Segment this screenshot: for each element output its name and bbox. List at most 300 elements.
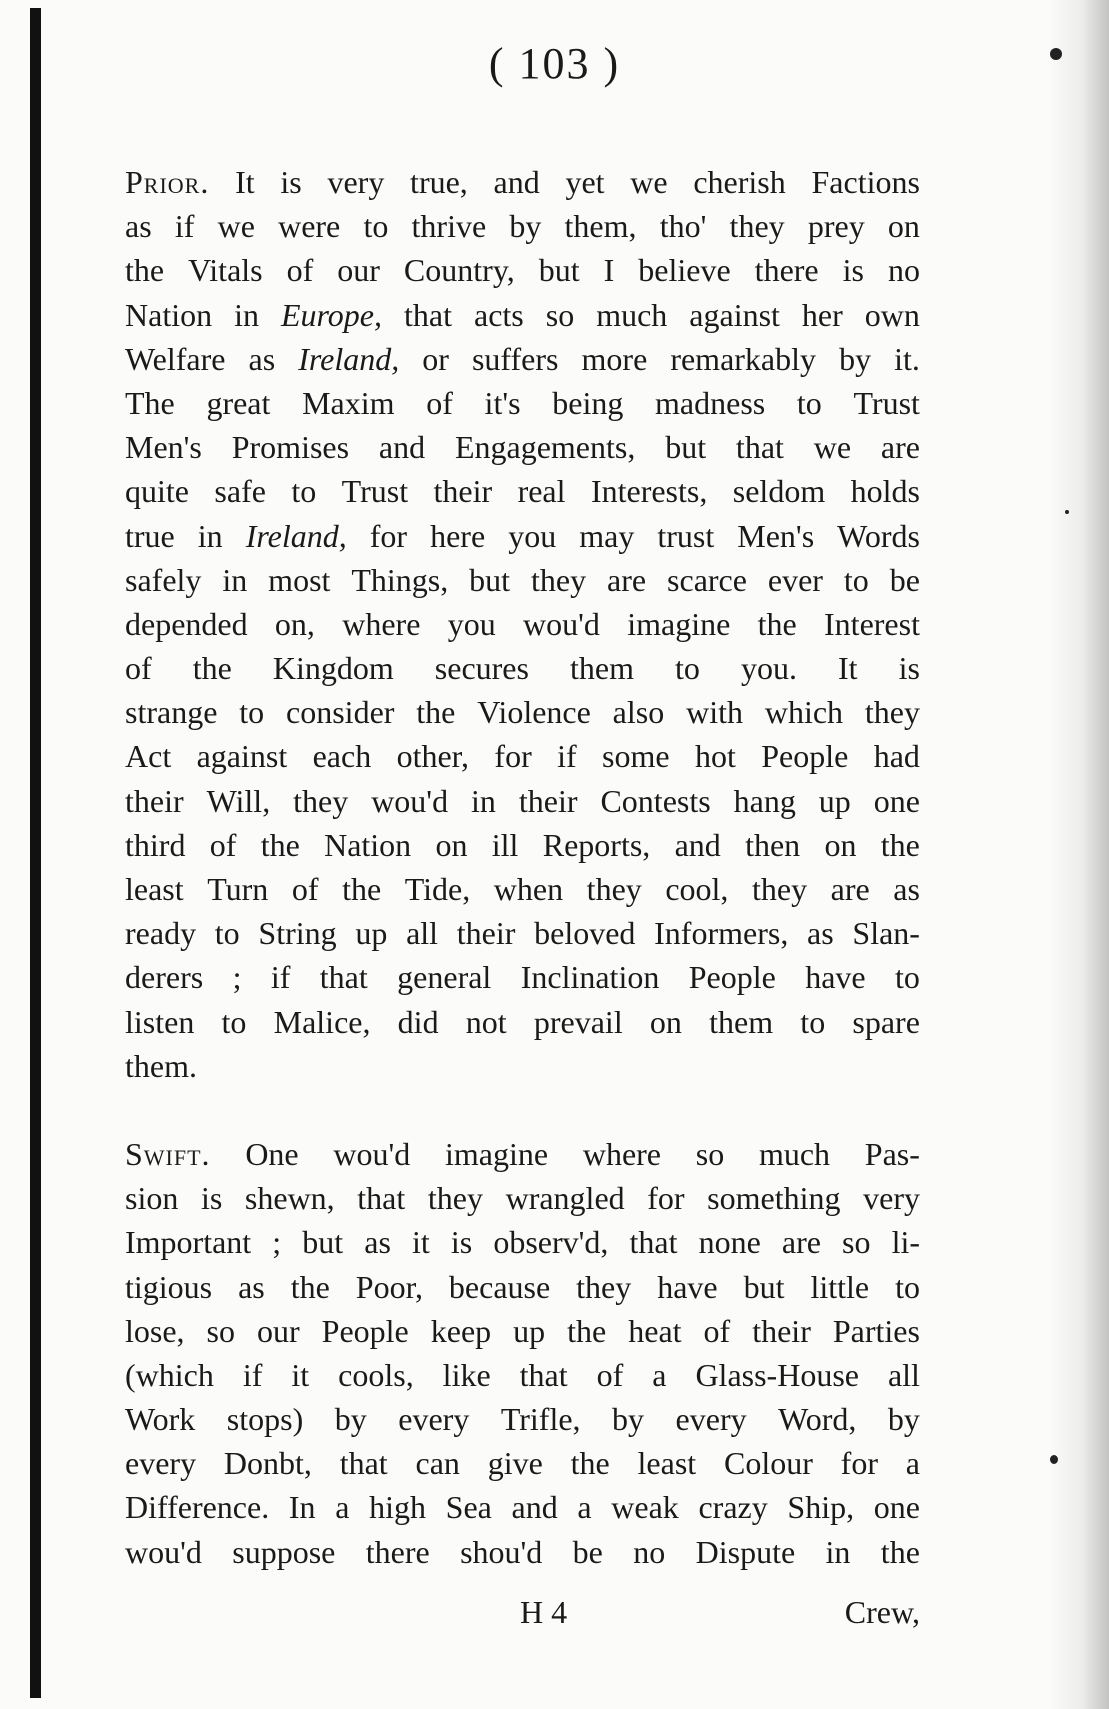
text-line	[125, 1132, 920, 1176]
word: Factions	[811, 164, 920, 200]
word: that	[629, 1224, 678, 1261]
word: it	[291, 1356, 310, 1393]
word: hang	[733, 782, 796, 819]
word: we	[813, 429, 852, 466]
text-line	[125, 823, 920, 867]
word: no	[887, 252, 920, 289]
word: is	[898, 650, 920, 687]
word: Trust	[341, 473, 409, 510]
word: Ship,	[787, 1489, 855, 1526]
word: if	[270, 959, 291, 996]
word: li-	[891, 1224, 920, 1261]
word: for	[647, 1180, 685, 1217]
word: of	[426, 384, 453, 421]
word: their	[433, 473, 493, 510]
word: safely	[125, 561, 202, 598]
word: on	[649, 1003, 682, 1040]
word: Work	[125, 1401, 196, 1438]
word: but	[665, 429, 707, 466]
word: Engagements,	[454, 429, 636, 466]
word: ready	[125, 915, 197, 952]
word: Interest	[824, 605, 920, 642]
word: cools,	[338, 1356, 414, 1393]
text-line	[125, 248, 920, 292]
word: Important	[125, 1224, 252, 1261]
word: but	[743, 1268, 785, 1305]
text-line	[125, 293, 920, 337]
word: the	[416, 694, 456, 731]
word: most	[268, 561, 331, 598]
text-line	[125, 1220, 920, 1264]
word: Men's	[125, 429, 202, 466]
word: stops)	[226, 1401, 304, 1438]
speaker-label: Swift.	[125, 1135, 211, 1172]
text-line	[125, 867, 920, 911]
word: their	[456, 915, 516, 952]
word: the	[880, 826, 920, 863]
word: ;	[232, 959, 242, 996]
word: the	[192, 650, 232, 687]
word: the	[125, 252, 165, 289]
word: and	[511, 1489, 558, 1526]
text-line	[125, 1309, 920, 1353]
word: with	[686, 694, 743, 731]
word: own	[864, 296, 920, 333]
word: and	[493, 164, 540, 200]
word: we	[630, 164, 668, 200]
word: you	[447, 605, 496, 642]
word: tho'	[659, 208, 707, 245]
text-line	[125, 1176, 920, 1220]
word: acts	[473, 296, 524, 333]
word: Sea	[445, 1489, 492, 1526]
word: it's	[484, 384, 521, 421]
word: Things,	[351, 561, 449, 598]
word: Parties	[832, 1312, 920, 1349]
word: great	[206, 384, 271, 421]
body-text	[125, 160, 920, 1574]
word: or	[422, 340, 449, 377]
word: more	[581, 340, 648, 377]
text-line	[125, 204, 920, 248]
word: little	[810, 1268, 870, 1305]
text-line	[125, 911, 920, 955]
word: were	[278, 208, 341, 245]
word: to	[843, 561, 869, 598]
word: the	[757, 605, 797, 642]
word: true	[125, 517, 175, 554]
text-line	[125, 514, 920, 558]
word: Word,	[778, 1401, 857, 1438]
page-footer	[125, 1590, 920, 1634]
word: lose,	[125, 1312, 185, 1349]
word: very	[863, 1180, 920, 1217]
word: prey	[807, 208, 865, 245]
word: no	[633, 1533, 666, 1570]
word: they	[531, 561, 587, 598]
word: Interests,	[590, 473, 708, 510]
word: are	[830, 871, 870, 907]
text-line	[125, 646, 920, 690]
word: Colour	[723, 1445, 813, 1482]
word: which	[764, 694, 844, 731]
word: It	[235, 164, 255, 200]
word: so	[206, 1312, 235, 1349]
word: for	[840, 1445, 878, 1482]
page-number: ( 103 )	[488, 39, 621, 88]
word: strange	[125, 694, 218, 731]
word: Nation	[125, 296, 213, 333]
word: up	[818, 782, 851, 819]
word: them.	[125, 1047, 197, 1084]
word: our	[337, 252, 380, 289]
word: believe	[638, 252, 731, 289]
text-line	[125, 690, 920, 734]
word: where	[342, 605, 421, 642]
word: all	[887, 1356, 920, 1393]
word: on	[435, 826, 468, 863]
word: is	[450, 1224, 473, 1261]
word: one	[873, 782, 920, 819]
word: Ireland,	[245, 517, 347, 554]
word: Informers,	[654, 915, 789, 952]
word: they	[729, 208, 785, 245]
speaker-label: Prior.	[125, 164, 210, 200]
text-line	[125, 734, 920, 778]
word: be	[889, 561, 920, 598]
word: high	[369, 1489, 426, 1526]
word: they	[586, 871, 642, 907]
word: ;	[272, 1224, 282, 1261]
word: a	[335, 1489, 350, 1526]
word: in	[197, 517, 223, 554]
word: we	[217, 208, 255, 245]
word: by	[509, 208, 542, 245]
text-line	[125, 160, 920, 204]
word: One	[245, 1135, 299, 1172]
word: as	[807, 915, 834, 952]
word: Maxim	[302, 384, 395, 421]
word: and	[674, 826, 721, 863]
word: real	[517, 473, 566, 510]
word: (which	[125, 1356, 214, 1393]
word: Malice,	[273, 1003, 371, 1040]
word: in	[222, 561, 248, 598]
word: cherish	[693, 164, 786, 200]
word: Violence	[477, 694, 591, 731]
word: to	[239, 694, 265, 731]
word: general	[397, 959, 492, 996]
word: People	[321, 1312, 409, 1349]
word: here	[430, 517, 486, 554]
word: the	[567, 1312, 607, 1349]
word: Words	[837, 517, 920, 554]
word: suffers	[471, 340, 559, 377]
word: her	[801, 296, 843, 333]
text-line	[125, 1353, 920, 1397]
word: a	[652, 1356, 667, 1393]
word: you	[508, 517, 557, 554]
word: Promises	[231, 429, 350, 466]
word: have	[805, 959, 866, 996]
word: Glass-House	[695, 1356, 859, 1393]
word: keep	[430, 1312, 492, 1349]
word: but	[469, 561, 511, 598]
word: them	[570, 650, 634, 687]
word: that	[519, 1356, 568, 1393]
word: by	[612, 1401, 645, 1438]
word: imagine	[445, 1135, 549, 1172]
text-line	[125, 602, 920, 646]
word: to	[895, 1268, 920, 1305]
word: in	[825, 1533, 851, 1570]
word: Ireland,	[298, 340, 400, 377]
word: being	[552, 384, 624, 421]
word: beloved	[534, 915, 636, 952]
word: of	[291, 871, 319, 907]
word: are	[781, 1224, 821, 1261]
word: their	[518, 782, 578, 819]
word: imagine	[627, 605, 731, 642]
word: that	[319, 959, 368, 996]
word: crazy	[698, 1489, 768, 1526]
ink-speck	[1065, 510, 1069, 514]
word: are	[880, 429, 920, 466]
word: did	[397, 1003, 439, 1040]
word: the	[880, 1533, 920, 1570]
word: every	[398, 1401, 470, 1438]
word: madness	[655, 384, 766, 421]
catchword: Crew,	[844, 1594, 920, 1630]
text-line	[125, 1000, 920, 1044]
word: listen	[125, 1003, 195, 1040]
word: In	[288, 1489, 316, 1526]
word: People	[688, 959, 776, 996]
word: scarce	[667, 561, 747, 598]
word: all	[406, 915, 439, 952]
word: you.	[740, 650, 797, 687]
word: Vitals	[188, 252, 263, 289]
word: least	[125, 871, 184, 907]
word: cool,	[665, 871, 729, 907]
word: yet	[565, 164, 605, 200]
word: when	[493, 871, 564, 907]
word: there	[754, 252, 819, 289]
word: for	[494, 738, 532, 775]
word: Trust	[853, 384, 920, 421]
word: give	[487, 1445, 543, 1482]
word: against	[196, 738, 288, 775]
word: them	[709, 1003, 774, 1040]
word: up	[355, 915, 388, 952]
word: Poor,	[355, 1268, 423, 1305]
word: so	[545, 296, 575, 333]
word: on	[887, 208, 920, 245]
word: to	[214, 915, 240, 952]
word: Kingdom	[272, 650, 394, 687]
word: prevail	[533, 1003, 623, 1040]
word: Pas-	[864, 1135, 920, 1172]
word: something	[707, 1180, 841, 1217]
text-line	[125, 1485, 920, 1529]
word: Dispute	[695, 1533, 796, 1570]
word: so	[695, 1135, 725, 1172]
word: the	[290, 1268, 330, 1305]
word: can	[415, 1445, 460, 1482]
word: there	[365, 1533, 430, 1570]
word: for	[369, 517, 408, 554]
word: Slan-	[852, 915, 920, 952]
word: as	[364, 1224, 391, 1261]
word: least	[637, 1445, 697, 1482]
text-line	[125, 469, 920, 513]
word: Tide,	[404, 871, 471, 907]
word: Donbt,	[223, 1445, 312, 1482]
word: the	[342, 871, 382, 907]
word: it.	[894, 340, 920, 377]
word: by	[839, 340, 872, 377]
word: some	[602, 738, 670, 775]
word: to	[796, 384, 822, 421]
word: to	[363, 208, 389, 245]
word: Welfare	[125, 340, 226, 377]
word: tigious	[125, 1268, 213, 1305]
word: spare	[852, 1003, 920, 1040]
word: and	[378, 429, 426, 466]
binding-shadow	[30, 8, 41, 1698]
word: It	[838, 650, 858, 687]
word: also	[612, 694, 665, 731]
word: up	[513, 1312, 546, 1349]
word: so	[842, 1224, 871, 1261]
word: them,	[564, 208, 637, 245]
word: much	[758, 1135, 831, 1172]
word: to	[291, 473, 317, 510]
ink-speck	[1050, 1455, 1058, 1464]
signature-mark: H 4	[520, 1594, 568, 1630]
word: Country,	[403, 252, 515, 289]
word: holds	[850, 473, 920, 510]
word: ill	[491, 826, 519, 863]
word: Turn	[207, 871, 269, 907]
word: is	[280, 164, 302, 200]
word: of	[596, 1356, 624, 1393]
word: Nation	[324, 826, 412, 863]
word: trust	[657, 517, 715, 554]
word: hot	[694, 738, 736, 775]
word: they	[576, 1268, 632, 1305]
word: Men's	[737, 517, 815, 554]
word: ever	[767, 561, 823, 598]
word: if	[557, 738, 577, 775]
text-line	[125, 1265, 920, 1309]
word: of	[209, 826, 237, 863]
word: on	[824, 826, 857, 863]
word: consider	[286, 694, 395, 731]
word: then	[745, 826, 801, 863]
word: Reports,	[542, 826, 651, 863]
word: wou'd	[333, 1135, 411, 1172]
text-line	[125, 1397, 920, 1441]
word: that	[404, 296, 452, 333]
paragraph-prior	[125, 160, 920, 1088]
word: where	[582, 1135, 661, 1172]
word: Difference.	[125, 1489, 270, 1526]
word: depended	[125, 605, 248, 642]
word: they	[751, 871, 808, 907]
word: none	[698, 1224, 761, 1261]
word: against	[689, 296, 780, 333]
word: by	[334, 1401, 367, 1438]
text-line	[125, 381, 920, 425]
word: of	[286, 252, 314, 289]
word: but	[302, 1224, 344, 1261]
word: a	[905, 1445, 920, 1482]
word: Trifle,	[500, 1401, 581, 1438]
word: because	[448, 1268, 551, 1305]
word: a	[577, 1489, 592, 1526]
word: shou'd	[460, 1533, 543, 1570]
text-line	[125, 1441, 920, 1485]
paragraph-gap	[125, 1088, 920, 1132]
text-line	[125, 779, 920, 823]
word: their	[752, 1312, 811, 1349]
word: as	[238, 1268, 265, 1305]
word: much	[596, 296, 668, 333]
text-line	[125, 1044, 920, 1088]
word: I	[603, 252, 615, 289]
word: that	[735, 429, 784, 466]
word: suppose	[232, 1533, 336, 1570]
word: safe	[214, 473, 266, 510]
word: thrive	[411, 208, 487, 245]
word: of	[125, 650, 152, 687]
word: that	[339, 1445, 388, 1482]
word: as	[125, 208, 152, 245]
word: derers	[125, 959, 204, 996]
word: to	[221, 1003, 247, 1040]
word: Contests	[600, 782, 711, 819]
word: secures	[434, 650, 529, 687]
word: other,	[396, 738, 470, 775]
text-line	[125, 558, 920, 602]
word: observ'd,	[493, 1224, 609, 1261]
word: they	[293, 782, 349, 819]
word: to	[895, 959, 920, 996]
word: quite	[125, 473, 189, 510]
word: wou'd	[125, 1533, 202, 1570]
word: String	[258, 915, 337, 952]
word: our	[257, 1312, 300, 1349]
word: remarkably	[670, 340, 817, 377]
text-line	[125, 955, 920, 999]
word: very	[327, 164, 385, 200]
word: weak	[611, 1489, 679, 1526]
word: each	[312, 738, 372, 775]
word: in	[234, 296, 259, 333]
word: to	[800, 1003, 826, 1040]
word: be	[572, 1533, 603, 1570]
word: to	[675, 650, 700, 687]
word: on,	[274, 605, 315, 642]
word: true,	[410, 164, 468, 200]
word: Will,	[206, 782, 271, 819]
word: Europe,	[280, 296, 382, 333]
word: by	[887, 1401, 920, 1438]
word: as	[893, 871, 920, 907]
word: in	[471, 782, 496, 819]
text-line	[125, 337, 920, 381]
